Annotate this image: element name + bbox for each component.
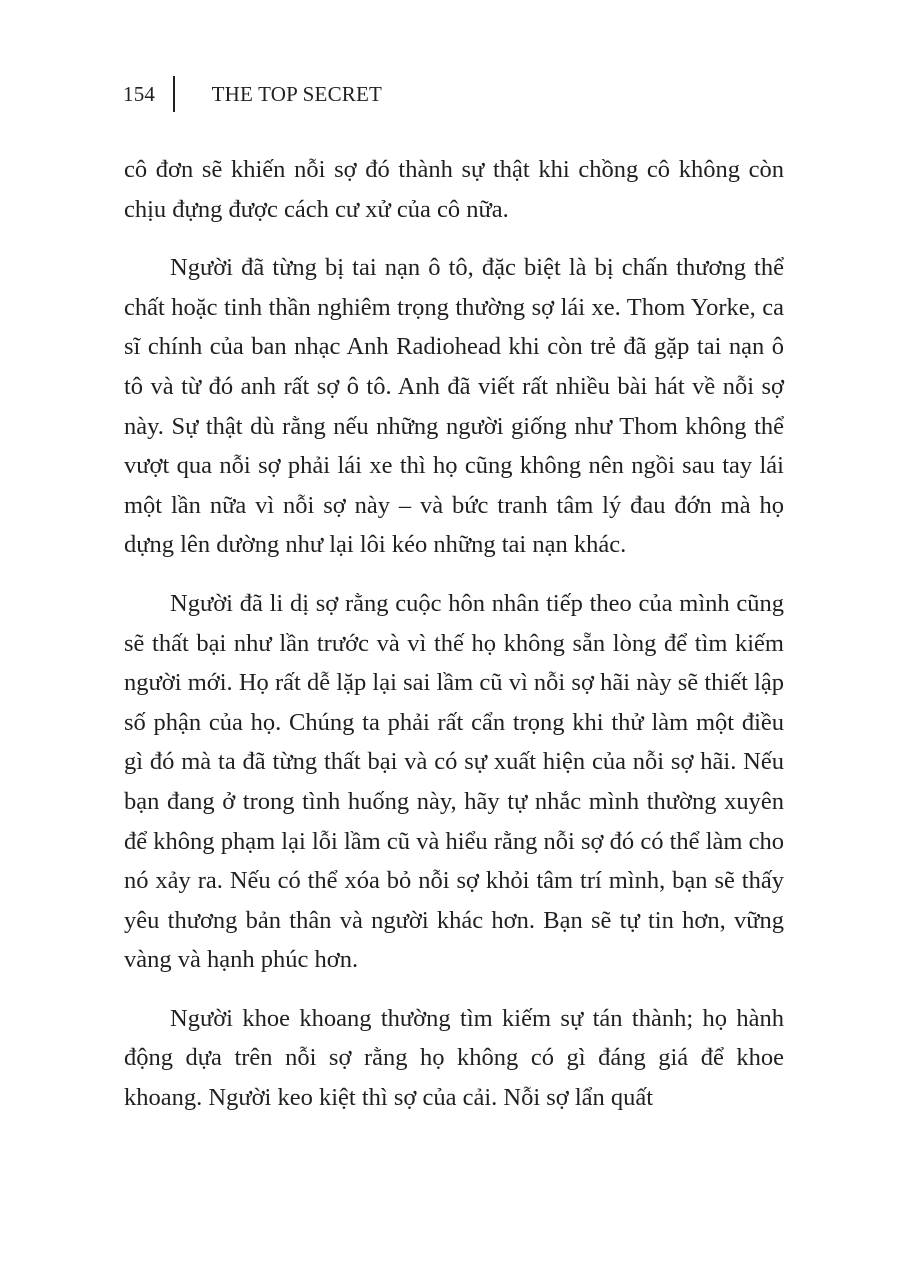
header-divider: [173, 76, 175, 112]
page-number: 154: [123, 81, 156, 106]
paragraph-continuation: cô đơn sẽ khiến nỗi sợ đó thành sự thật khi chồng cô không còn chịu đựng được cách cư xử của cô nữa.: [124, 156, 784, 223]
running-header: [123, 74, 382, 114]
paragraph-boasting: Người khoe khoang thường tìm kiếm sự tán thành; họ hành động dựa trên nỗi sợ rằng họ không có gì đáng giá để khoe khoang. Người keo kiệt thì sợ của cải. Nỗi sợ lẩn quất: [124, 1004, 784, 1112]
body-text: [124, 150, 784, 1137]
paragraph-divorce: Người đã li dị sợ rằng cuộc hôn nhân tiếp theo của mình cũng sẽ thất bại như lần trước và vì thế họ không sẵn lòng để tìm kiếm người mới. Họ rất dễ lặp lại sai lầm cũ vì nỗi sợ hãi này sẽ thiết lập số phận của họ. Chúng ta phải rất cẩn trọng khi thử làm một điều gì đó mà ta đã từng thất bại và có sự xuất hiện của nỗi sợ hãi. Nếu bạn đang ở trong tình huống này, hãy tự nhắc mình thường xuyên để không phạm lại lỗi lầm cũ và hiểu rằng nỗi sợ đó có thể làm cho nó xảy ra. Nếu có thể xóa bỏ nỗi sợ khỏi tâm trí mình, bạn sẽ thấy yêu thương bản thân và người khác hơn. Bạn sẽ tự tin hơn, vững vàng và hạnh phúc hơn.: [124, 589, 784, 974]
paragraph-car-accident: Người đã từng bị tai nạn ô tô, đặc biệt là bị chấn thương thể chất hoặc tinh thần nghiêm trọng thường sợ lái xe. Thom Yorke, ca sĩ chính của ban nhạc Anh Radiohead khi còn trẻ đã gặp tai nạn ô tô và từ đó anh rất sợ ô tô. Anh đã viết rất nhiều bài hát về nỗi sợ này. Sự thật dù rằng nếu những người giống như Thom không thể vượt qua nỗi sợ phải lái xe thì họ cũng không nên ngồi sau tay lái một lần nữa vì nỗi sợ này – và bức tranh tâm lý đau đớn mà họ dựng lên dường như lại lôi kéo những tai nạn khác.: [124, 254, 784, 559]
book-title: THE TOP SECRET: [211, 81, 383, 106]
